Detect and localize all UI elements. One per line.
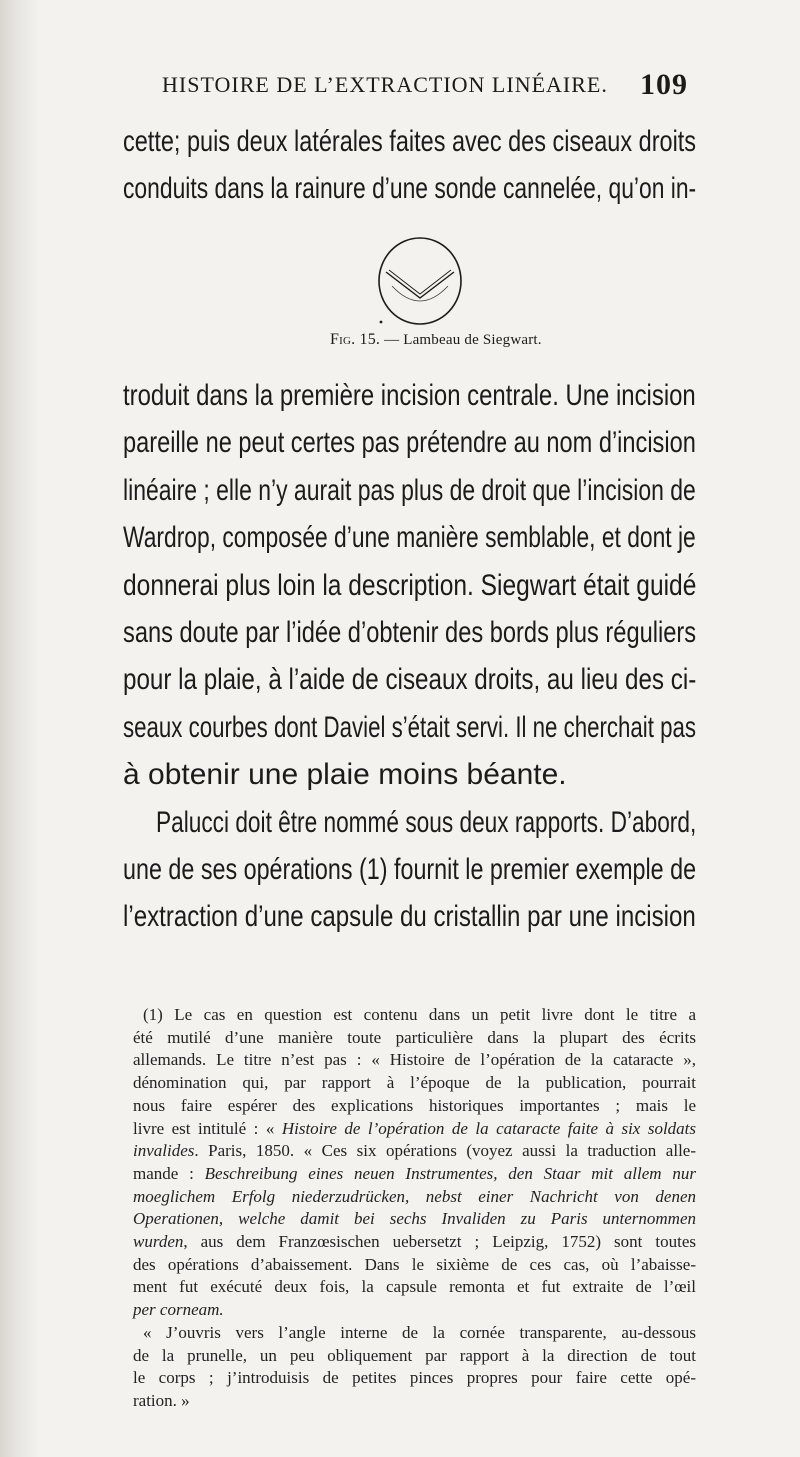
figure-label: Fig. 15.: [330, 331, 381, 348]
footnote-line: ration. »: [133, 1390, 190, 1410]
body-line: seaux courbes dont Daviel s’était servi. Il ne cherchait pas: [123, 710, 697, 744]
footnote-german-title: wurden: [133, 1232, 184, 1252]
footnote-line: [133, 1231, 696, 1254]
page-gutter-shadow: [0, 0, 40, 1457]
body-line: linéaire ; elle n’y aurait pas plus de droit que l’incision de: [123, 473, 696, 507]
footnote-line: de la prunelle, un peu obliquement par rapport à la direction de tout: [133, 1345, 696, 1365]
body-line: sans doute par l’idée d’obtenir des bords plus réguliers: [123, 616, 697, 650]
body-line: conduits dans la rainure d’une sonde cannelée, qu’on in-: [123, 172, 697, 206]
body-line: cette; puis deux latérales faites avec des ciseaux droits: [123, 125, 697, 158]
page-number: 109: [640, 68, 688, 101]
footnote-line: [133, 1140, 696, 1163]
footnote-line: des opérations d’abaissement. Dans le sixième de ces cas, où l’abaisse-: [133, 1254, 696, 1274]
footnote-book-title: Histoire de l’opération de la cataracte faite à six soldats: [281, 1118, 697, 1138]
footnote-line: [133, 1186, 696, 1209]
footnote-fragment: mande :: [133, 1163, 205, 1183]
body-line: une de ses opérations (1) fournit le premier exemple de: [123, 853, 697, 887]
footnote-book-title: invalides: [133, 1141, 195, 1161]
footnote-line: [133, 1208, 696, 1231]
body-line: Palucci doit être nommé sous deux rapports. D’abord,: [156, 805, 697, 839]
footnote-german-title: Beschreibung eines neuen Instrumentes, den Staar mit allem nur: [204, 1163, 696, 1183]
footnote-line: le corps ; j’introduisis de petites pinces propres pour faire cette opé-: [133, 1368, 696, 1388]
figure-caption-text: — Lambeau de Siegwart.: [384, 332, 542, 348]
footnote-line: dénomination qui, par rapport à l’époque de la publication, pourrait: [133, 1073, 696, 1093]
body-text-top: [123, 118, 696, 213]
lambeau-figure-icon: [330, 236, 510, 326]
body-line: troduit dans la première incision centrale. Une incision: [123, 379, 696, 412]
footnote-fragment: . Paris, 1850. « Ces six opérations (voyez aussi la traduction alle-: [194, 1141, 696, 1161]
running-head-title: HISTOIRE DE L’EXTRACTION LINÉAIRE.: [162, 72, 608, 97]
figure-caption: [330, 331, 590, 349]
footnote-line: allemands. Le titre n’est pas : « Histoire de l’opération de la cataracte »,: [133, 1050, 696, 1070]
footnote-latin-phrase: per corneam.: [133, 1300, 224, 1320]
body-line: donnerai plus loin la description. Siegwart était guidé: [123, 568, 697, 602]
footnote-line: « J’ouvris vers l’angle interne de la cornée transparente, au-dessous: [143, 1322, 696, 1342]
footnote-german-title: Operationen, welche damit bei sechs Invaliden zu Paris unternommen: [133, 1209, 696, 1229]
footnote-fragment: livre est intitulé : «: [133, 1118, 282, 1138]
running-head: [162, 68, 688, 108]
footnote-line: ment fut exécuté deux fois, la capsule remonta et fut extraite de l’œil: [133, 1277, 696, 1297]
footnote-line: nous faire espérer des explications historiques importantes ; mais le: [133, 1095, 696, 1115]
footnote-line: été mutilé d’une manière toute particulière dans la plupart des écrits: [133, 1027, 696, 1047]
body-line: à obtenir une plaie moins béante.: [123, 758, 567, 792]
figure-lambeau-diagram: [330, 236, 510, 326]
body-line: pour la plaie, à l’aide de ciseaux droits, au lieu des ci-: [123, 663, 697, 697]
footnote-line: [133, 1299, 696, 1322]
body-line: pareille ne peut certes pas prétendre au nom d’incision: [123, 426, 696, 460]
footnote-line: (1) Le cas en question est contenu dans un petit livre dont le titre a: [143, 1005, 696, 1024]
footnote-fragment: , aus dem Franzœsischen uebersetzt ; Leipzig, 1752) sont toutes: [183, 1232, 696, 1252]
footnote-line: [133, 1163, 696, 1186]
footnote: [133, 1004, 696, 1413]
body-text-main: [123, 372, 696, 941]
body-line: l’extraction d’une capsule du cristallin par une incision: [123, 900, 696, 934]
footnote-line: [133, 1118, 696, 1141]
body-line: Wardrop, composée d’une manière semblable, et dont je: [123, 521, 696, 555]
footnote-german-title: moeglichem Erfolg niederzudrücken, nebst einer Nachricht von denen: [133, 1186, 696, 1206]
